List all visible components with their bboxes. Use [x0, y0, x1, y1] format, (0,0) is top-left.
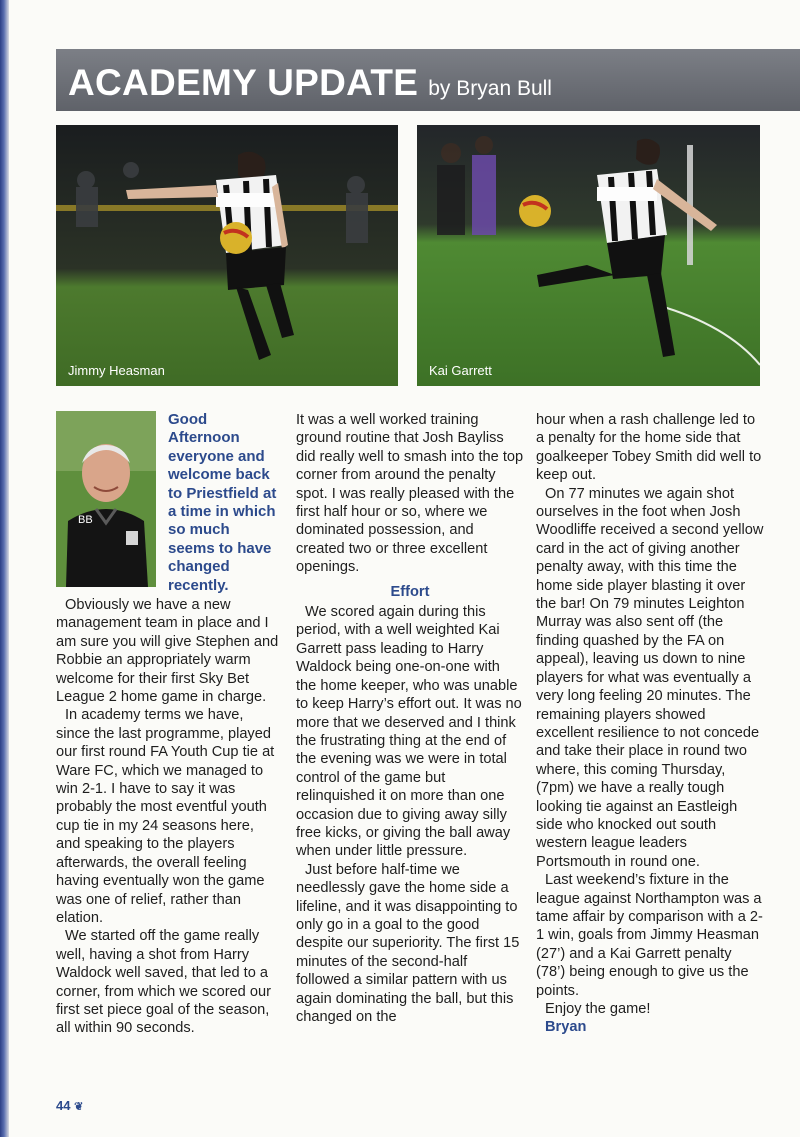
portrait-initials: BB [78, 514, 93, 526]
column-1-body [56, 596, 280, 1038]
photo-jimmy-heasman [56, 125, 398, 386]
photo-caption: Kai Garrett [429, 363, 492, 378]
column-1-lead [168, 411, 280, 595]
column-2 [296, 411, 524, 1026]
club-crest-icon: ❦ [74, 1101, 84, 1113]
paragraph: Obviously we have a new management team in place and I am sure you will give Stephen and Robbie an appropriately warm welcome for their first Sky Bet League 2 home game in charge. [56, 597, 279, 706]
page-number-text: 44 [56, 1098, 71, 1113]
paragraph: It was a well worked training ground routine that Josh Bayliss did really well to smash into the top corner from around the penalty spot. I was really pleased with the first half hour or so, where we dominated possession, and created two or three excellent openings. [296, 412, 524, 576]
article-title: ACADEMY UPDATE [68, 62, 419, 103]
column-3 [536, 411, 764, 1037]
article-header [56, 49, 800, 111]
article-byline: by Bryan Bull [428, 77, 552, 100]
photo-kai-garrett [417, 125, 760, 386]
photo-caption: Jimmy Heasman [68, 363, 165, 378]
subheading-effort: Effort [390, 583, 430, 600]
paragraph: Enjoy the game! [545, 1001, 651, 1017]
page-number [56, 1098, 83, 1113]
paragraph: Last weekend’s fixture in the league against Northampton was a tame affair by comparison with a 2-1 win, goals from Jimmy Heasman (27’) and a Kai Garrett penalty (78’) being enough to give us the points. [536, 872, 763, 999]
intro-lead: Good Afternoon everyone and welcome back to Priestfield at a time in which so much seems to have changed recently. [168, 411, 277, 594]
signature: Bryan [545, 1019, 587, 1036]
paragraph: We started off the game really well, having a shot from Harry Waldock well saved, that led to a corner, from which we scored our first set piece goal of the season, all within 90 seconds. [56, 928, 271, 1037]
paragraph: Just before half-time we needlessly gave the home side a lifeline, and it was disappointing to only go in a goal to the good despite our superiority. The first 15 minutes of the second-half followed a similar pattern with us again dominating the ball, but this changed on the [296, 861, 520, 1025]
paragraph: hour when a rash challenge led to a penalty for the home side that goalkeeper Tobey Smith did well to keep out. [536, 412, 762, 484]
paragraph: We scored again during this period, with a well weighted Kai Garrett pass leading to Harry Waldock being one-on-one with the home keeper, who was unable to keep Harry’s effort out. It was no more that we deserved and I think the frustrating thing at the end of the evening was we were in total control of the game but relinquished it on more than one occasion due to giving away silly free kicks, or giving the ball away when under little pressure. [296, 604, 522, 860]
paragraph: In academy terms we have, since the last programme, played our first round FA Youth Cup tie at Ware FC, which we managed to win 2-1. I have to say it was probably the most eventful youth cup tie in my 24 seasons here, and speaking to the players afterwards, the overall feeling having eventually won the game was one of relief, rather than elation. [56, 707, 275, 926]
page-spine [0, 0, 9, 1137]
author-portrait [56, 411, 156, 587]
paragraph: On 77 minutes we again shot ourselves in the foot when Josh Woodliffe received a second yellow card in the act of giving another penalty away, with this time the home side player blasting it over the bar! On 79 minutes Leighton Murray was also sent off (the finding quashed by the FA on appeal), leaving us down to nine players for what was eventually a very long feeling 20 minutes. The remaining players showed excellent resilience to not concede and take their place in round two where, this coming Thursday, (7pm) we have a really tough looking tie against an Eastleigh side who knocked out south western league leaders Portsmouth in round one. [536, 485, 764, 870]
